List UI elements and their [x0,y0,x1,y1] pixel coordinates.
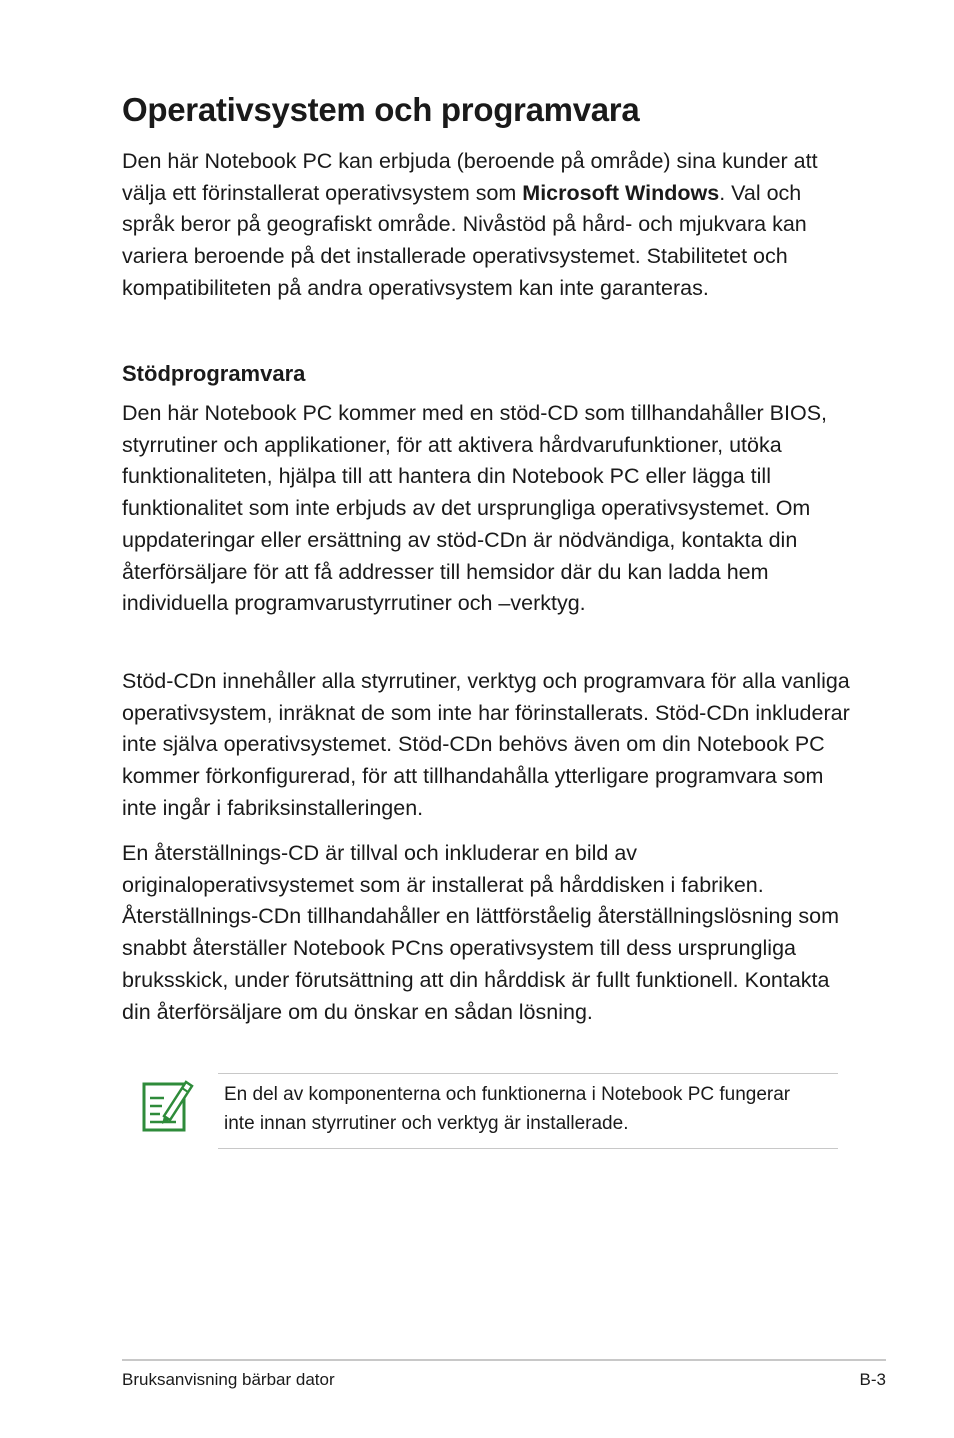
footer-divider [122,1359,886,1361]
note-pencil-icon [140,1076,194,1134]
page-number: B-3 [859,1370,886,1389]
support-paragraph-1: Den här Notebook PC kommer med en stöd-CD som tillhandahåller BIOS, styrrutiner och applikationer, för att aktivera hårdvarufunktioner, utöka funktionaliteten, hjälpa till att hantera din Notebook PC eller lägga till funktionalitet som inte erbjuds av det ursprungliga operativsystemet. Om uppdateringar eller ersättning av stöd-CDn är nödvändiga, kontakta din återförsäljare för att få addresser till hemsidor där du kan ladda hem individuella programvarustyrrutiner och –verktyg. [122,401,828,616]
footer-manual-title: Bruksanvisning bärbar dator [122,1370,335,1389]
support-paragraph-3: En återställnings-CD är tillval och inkluderar en bild av originaloperativsystemet som är installerat på hårddisken i fabriken. Återställnings-CDn tillhandahåller en lättförståelig återställningslösning som snabbt återställer Notebook PCns operativsystem till dess ursprungliga bruksskick, under förutsättning att din hårddisk är fullt funktionell. Kontakta din återförsäljare om du önskar en sådan lösning. [122,841,840,1024]
section-heading-support-software: Stödprogramvara [122,361,306,386]
intro-text-end: . Val och språk beror på geografiskt område. Nivåstöd på hård- och mjukvara kan variera beroende på det installerade operativsystemet. Stabilitetet och kompatibiliteten på andra operativsystem kan inte garanteras. [122,180,807,300]
support-paragraph-2: Stöd-CDn innehåller alla styrrutiner, verktyg och programvara för alla vanliga operativsystem, inräknat de som inte har förinstallerats. Stöd-CDn inkluderar inte själva operativsystemet. Stöd-CDn behövs även om din Notebook PC kommer förkonfigurerad, för att tillhandahålla ytterligare programvara som inte ingår i fabriksinstalleringen. [122,669,850,820]
note-divider-bottom [218,1148,838,1149]
intro-bold-product: Microsoft Windows [522,180,720,205]
intro-text-start: Den här Notebook PC kan erbjuda (beroende på område) sina kunder att välja ett förinstallerat operativsystem som [122,149,818,205]
intro-paragraph [122,146,852,305]
note-text: En del av komponenterna och funktionerna i Notebook PC fungerar inte innan styrrutiner och verktyg är installerade. [224,1084,791,1134]
note-divider-top [218,1073,838,1074]
page-title: Operativsystem och programvara [122,91,640,128]
